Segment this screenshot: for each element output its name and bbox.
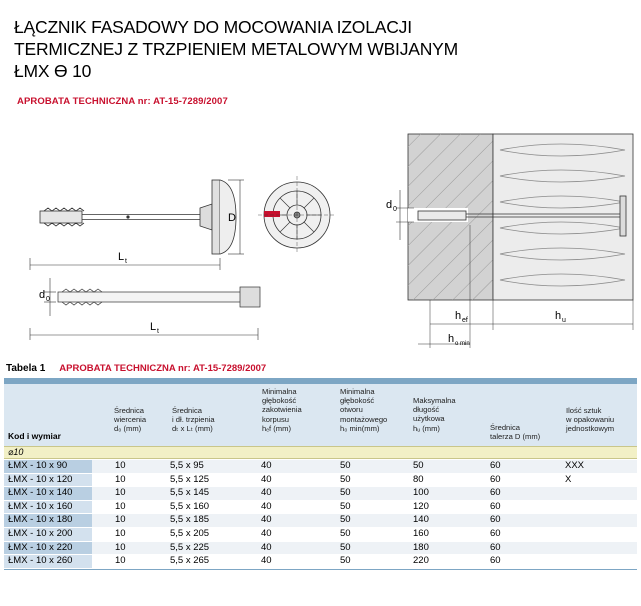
cell-code: ŁMX - 10 x 160: [4, 501, 92, 514]
cell-code: ŁMX - 10 x 180: [4, 514, 92, 527]
title-line-1: ŁĄCZNIK FASADOWY DO MOCOWANIA IZOLACJI: [14, 17, 412, 37]
cell-code: ŁMX - 10 x 220: [4, 542, 92, 555]
cell-drill-diameter: 10: [115, 500, 126, 512]
cell-drill-diameter: 10: [115, 527, 126, 539]
label-lt-top-sub: t: [125, 258, 127, 265]
cell-hole-depth: 50: [340, 473, 351, 485]
cell-plate-diameter: 60: [490, 460, 501, 471]
table-row: [4, 555, 637, 569]
header-hole-depth: Minimalna głębokość otworu montażowego h₀ min(mm): [340, 387, 388, 433]
cell-hole-depth: 50: [340, 555, 351, 567]
cell-pin-size: 5,5 x 95: [170, 460, 204, 471]
anchor-side-view: [30, 180, 244, 270]
cell-code: ŁMX - 10 x 90: [4, 460, 92, 473]
label-h0: h: [448, 333, 455, 345]
cell-drill-diameter: 10: [115, 541, 126, 553]
cell-hole-depth: 50: [340, 460, 351, 471]
cell-hole-depth: 50: [340, 527, 351, 539]
cell-anchorage-depth: 40: [261, 473, 272, 485]
label-d0-right: d: [386, 199, 393, 211]
label-lt-bottom: L: [150, 321, 157, 333]
cell-drill-diameter: 10: [115, 555, 126, 567]
cell-plate-diameter: 60: [490, 514, 501, 526]
cell-usable-length: 100: [413, 487, 429, 499]
table-group-row: [4, 446, 637, 459]
cell-plate-diameter: 60: [490, 500, 501, 512]
cell-drill-diameter: 10: [115, 514, 126, 526]
cell-drill-diameter: 10: [115, 473, 126, 485]
cell-pin-size: 5,5 x 125: [170, 473, 210, 485]
label-lt-bottom-sub: t: [157, 328, 159, 335]
cell-code: ŁMX - 10 x 200: [4, 528, 92, 541]
cell-usable-length: 50: [413, 460, 424, 471]
anchor-profile-view: [30, 278, 260, 340]
cell-anchorage-depth: 40: [261, 514, 272, 526]
table-header: [4, 384, 637, 446]
table-caption: [6, 363, 266, 374]
anchor-front-view: [258, 176, 336, 254]
label-hef-sub: ef: [462, 317, 468, 324]
table-row: [4, 501, 637, 515]
header-usable-length: Maksymalna długość użytkowa hᵤ (mm): [413, 396, 456, 433]
approval-number: APROBATA TECHNICZNA nr: AT-15-7289/2007: [17, 96, 228, 107]
header-drill-diameter: Średnica wiercenia d₀ (mm): [114, 406, 147, 434]
cell-pin-size: 5,5 x 160: [170, 500, 210, 512]
table-row: [4, 514, 637, 528]
installation-section: [396, 134, 633, 348]
cell-plate-diameter: 60: [490, 527, 501, 539]
header-code: Kod i wymiar: [8, 431, 61, 441]
cell-drill-diameter: 10: [115, 460, 126, 471]
cell-code: ŁMX - 10 x 260: [4, 555, 92, 568]
cell-plate-diameter: 60: [490, 487, 501, 499]
cell-pin-size: 5,5 x 225: [170, 541, 210, 553]
cell-drill-diameter: 10: [115, 487, 126, 499]
label-hef: h: [455, 310, 462, 322]
label-d0-sub: 0: [46, 296, 50, 303]
cell-anchorage-depth: 40: [261, 541, 272, 553]
table-bottom-rule: [4, 569, 637, 570]
table-row: [4, 528, 637, 542]
cell-anchorage-depth: 40: [261, 487, 272, 499]
document-title: [14, 16, 458, 82]
technical-drawings: [0, 110, 641, 360]
cell-anchorage-depth: 40: [261, 460, 272, 471]
label-d0: d: [39, 289, 46, 301]
label-hu-sub: u: [562, 317, 566, 324]
header-plate-diameter: Średnica talerza D (mm): [490, 423, 541, 442]
cell-pin-size: 5,5 x 205: [170, 527, 210, 539]
title-line-2: TERMICZNEJ Z TRZPIENIEM METALOWYM WBIJANYM: [14, 39, 459, 59]
label-lt-top: L: [118, 251, 125, 263]
cell-usable-length: 140: [413, 514, 429, 526]
cell-usable-length: 220: [413, 555, 429, 567]
table-approval-number: APROBATA TECHNICZNA nr: AT-15-7289/2007: [59, 363, 267, 374]
table-row: [4, 487, 637, 501]
header-pin-size: Średnica i dł. trzpienia dₜ x Lₜ (mm): [172, 406, 215, 434]
label-hu: h: [555, 310, 562, 322]
cell-usable-length: 180: [413, 541, 429, 553]
table-body: [4, 460, 637, 569]
cell-usable-length: 160: [413, 527, 429, 539]
table-caption-label: Tabela 1: [6, 363, 46, 374]
cell-hole-depth: 50: [340, 487, 351, 499]
cell-pin-size: 5,5 x 145: [170, 487, 210, 499]
table-row: [4, 542, 637, 556]
cell-anchorage-depth: 40: [261, 555, 272, 567]
group-label: ⌀10: [8, 447, 24, 457]
cell-pin-size: 5,5 x 265: [170, 555, 210, 567]
cell-hole-depth: 50: [340, 514, 351, 526]
label-h0-sub: o min: [455, 341, 470, 347]
cell-plate-diameter: 60: [490, 541, 501, 553]
cell-pin-size: 5,5 x 185: [170, 514, 210, 526]
cell-hole-depth: 50: [340, 500, 351, 512]
cell-plate-diameter: 60: [490, 555, 501, 567]
cell-anchorage-depth: 40: [261, 500, 272, 512]
header-anchorage-depth: Minimalna głębokość zakotwienia korpusu hₑf (mm): [262, 387, 302, 433]
cell-code: ŁMX - 10 x 120: [4, 474, 92, 487]
cell-code: ŁMX - 10 x 140: [4, 487, 92, 500]
label-d0-right-sub: 0: [393, 206, 397, 213]
cell-usable-length: 120: [413, 500, 429, 512]
cell-hole-depth: 50: [340, 541, 351, 553]
table-row: [4, 474, 637, 488]
cell-usable-length: 80: [413, 473, 424, 485]
cell-plate-diameter: 60: [490, 473, 501, 485]
title-line-3: ŁMX Ө 10: [14, 61, 92, 81]
table-row: [4, 460, 637, 474]
cell-anchorage-depth: 40: [261, 527, 272, 539]
header-pack-quantity: Ilość sztuk w opakowaniu jednostkowym: [566, 406, 615, 434]
cell-pack-quantity: X: [565, 473, 572, 485]
cell-pack-quantity: XXX: [565, 460, 585, 471]
label-d: D: [228, 212, 236, 224]
